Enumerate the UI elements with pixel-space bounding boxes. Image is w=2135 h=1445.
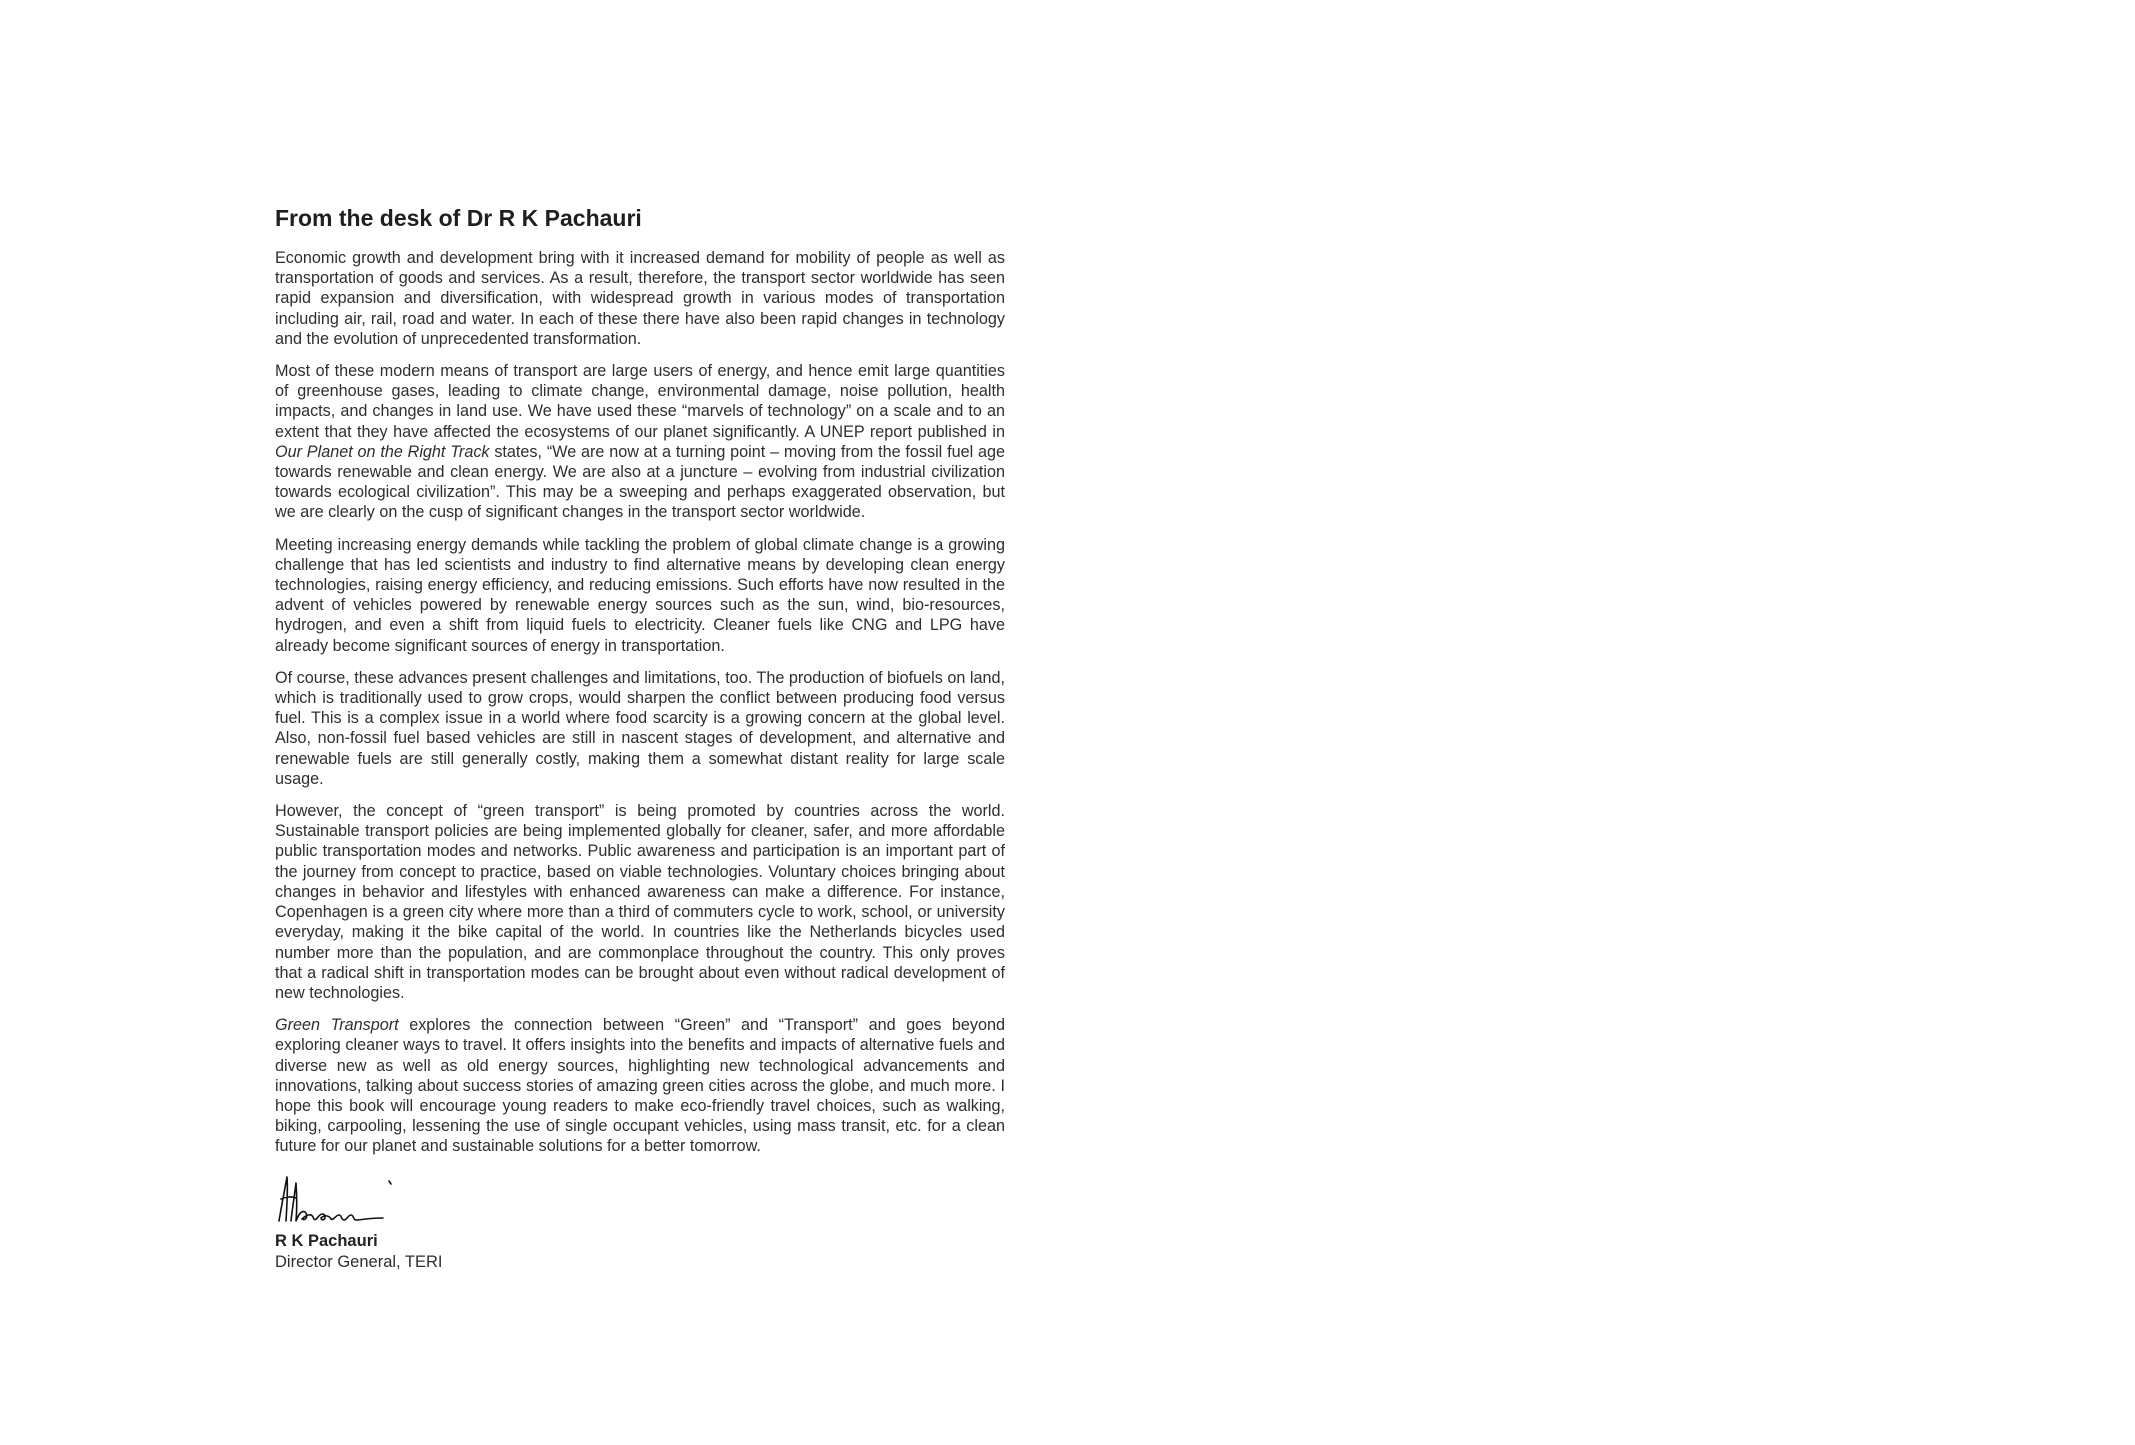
signatory-name: R K Pachauri [275, 1231, 378, 1250]
paragraph-1: Economic growth and development bring with it increased demand for mobility of people as well as transportation of goods and services. As a result, therefore, the transport sector worldwide has seen rapid expansion and diversification, with widespread growth in various modes of transportation including air, rail, road and water. In each of these there have also been rapid changes in technology and the evolution of unprecedented transformation. [275, 249, 1005, 348]
paragraph-6 [275, 1015, 1005, 1156]
page-title: From the desk of Dr R K Pachauri [275, 205, 642, 231]
paragraph-2 [275, 361, 1005, 523]
report-title-italic: Our Planet on the Right Track [275, 442, 490, 461]
paragraph-3: Meeting increasing energy demands while tackling the problem of global climate change is a growing challenge that has led scientists and industry to find alternative means by developing clean energy technologies, raising energy efficiency, and reducing emissions. Such efforts have now resulted in the advent of vehicles powered by renewable energy sources such as the sun, wind, bio-resources, hydrogen, and even a shift from liquid fuels to electricity. Cleaner fuels like CNG and LPG have already become significant sources of energy in transportation. [275, 535, 1005, 655]
foreword-letter [275, 205, 1005, 1273]
paragraph-4: Of course, these advances present challenges and limitations, too. The production of biofuels on land, which is traditionally used to grow crops, would sharpen the conflict between producing food versus fuel. This is a complex issue in a world where food scarcity is a growing concern at the global level. Also, non-fossil fuel based vehicles are still in nascent stages of development, and alternative and renewable fuels are still generally costly, making them a somewhat distant reality for large scale usage. [275, 668, 1005, 788]
paragraph-6-text: explores the connection between “Green” and “Transport” and goes beyond exploring cleaner ways to travel. It offers insights into the benefits and impacts of alternative fuels and diverse new as well as old energy sources, highlighting new technological advancements and innovations, talking about success stories of amazing green cities across the globe, and much more. I hope this book will encourage young readers to make eco-friendly travel choices, such as walking, biking, carpooling, lessening the use of single occupant vehicles, using mass transit, etc. for a clean future for our planet and sustainable solutions for a better tomorrow. [275, 1016, 1006, 1156]
book-title-italic: Green Transport [275, 1016, 399, 1035]
paragraph-5: However, the concept of “green transport” is being promoted by countries across the world. Sustainable transport policies are being implemented globally for cleaner, safer, and more affordable public transportation modes and networks. Public awareness and participation is an important part of the journey from concept to practice, based on viable technologies. Voluntary choices bringing about changes in behavior and lifestyles with enhanced awareness can make a difference. For instance, Copenhagen is a green city where more than a third of commuters cycle to work, school, or university everyday, making it the bike capital of the world. In countries like the Netherlands bicycles used number more than the population, and are commonplace throughout the country. This only proves that a radical shift in transportation modes can be brought about even without radical development of new technologies. [275, 802, 1005, 1002]
paragraph-2-text-b: states, “We are now at a turning point – moving from the fossil fuel age towards renewable and clean energy. We are also at a juncture – evolving from industrial civilization towards ecological civilization”. This may be a sweeping and perhaps exaggerated observation, but we are clearly on the cusp of significant changes in the transport sector worldwide. [275, 442, 1005, 522]
handwritten-signature [275, 1169, 405, 1231]
paragraph-2-text-a: Most of these modern means of transport are large users of energy, and hence emit large quantities of greenhouse gases, leading to climate change, environmental damage, noise pollution, health impacts, and changes in land use. We have used these “marvels of technology” on a scale and to an extent that they have affected the ecosystems of our planet significantly. A UNEP report published in [275, 362, 1005, 441]
signatory-title: Director General, TERI [275, 1252, 443, 1271]
